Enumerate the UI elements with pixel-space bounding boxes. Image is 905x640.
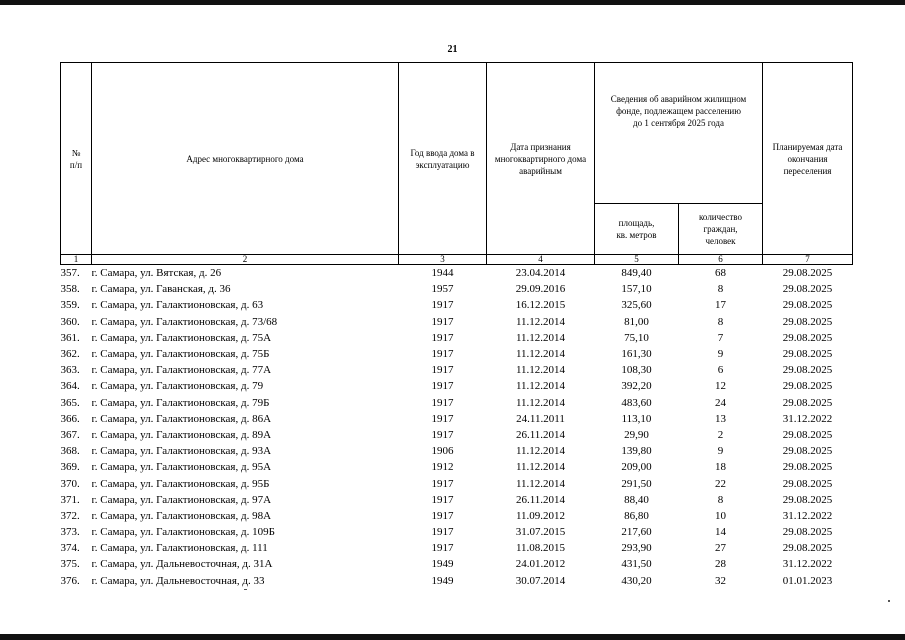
row-year: 1917 xyxy=(431,542,454,555)
table-row xyxy=(61,475,853,491)
row-planned-date: 01.01.2023 xyxy=(782,574,833,587)
row-citizens: 68 xyxy=(715,267,726,280)
header-date-recognized: Дата признания многоквартирного дома аварийным xyxy=(487,63,595,255)
row-year: 1917 xyxy=(431,315,454,328)
table-row xyxy=(61,427,853,443)
row-year: 1949 xyxy=(431,558,454,571)
row-address: г. Самара, ул. Галактионовская, д. 111 xyxy=(91,542,268,555)
row-date-recognized: 26.11.2014 xyxy=(515,428,566,441)
row-planned-date: 29.08.2025 xyxy=(782,428,833,441)
row-planned-date: 29.08.2025 xyxy=(782,299,833,312)
row-planned-date: 29.08.2025 xyxy=(782,364,833,377)
row-date-recognized: 11.12.2014 xyxy=(515,364,566,377)
row-area: 431,50 xyxy=(621,558,652,571)
row-date-recognized: 31.07.2015 xyxy=(515,526,566,539)
row-citizens: 22 xyxy=(715,477,726,490)
row-number: 360. xyxy=(60,315,80,328)
row-number: 357. xyxy=(60,267,80,280)
row-address: г. Самара, ул. Галактионовская, д. 75Б xyxy=(91,348,270,361)
row-number: 358. xyxy=(60,283,80,296)
row-citizens: 8 xyxy=(717,283,724,296)
row-number: 363. xyxy=(60,364,80,377)
row-number: 365. xyxy=(60,396,80,409)
row-date-recognized: 11.12.2014 xyxy=(515,445,566,458)
row-area: 392,20 xyxy=(621,380,652,393)
row-number: 368. xyxy=(60,445,80,458)
row-planned-date: 31.12.2022 xyxy=(782,509,833,522)
row-address: г. Самара, ул. Галактионовская, д. 63 xyxy=(91,299,264,312)
row-number: 370. xyxy=(60,477,80,490)
table-row xyxy=(61,395,853,411)
row-year: 1917 xyxy=(431,331,454,344)
table-row xyxy=(61,492,853,508)
row-citizens: 12 xyxy=(715,380,726,393)
row-citizens: 27 xyxy=(715,542,726,555)
col-number: 2 xyxy=(92,255,399,265)
row-area: 291,50 xyxy=(621,477,652,490)
row-planned-date: 29.08.2025 xyxy=(782,380,833,393)
row-area: 139,80 xyxy=(621,445,652,458)
table-row xyxy=(61,297,853,313)
header-num: № п/п xyxy=(61,63,92,255)
table-row xyxy=(61,573,853,589)
header-emergency-fund: Сведения об аварийном жилищном фонде, подлежащем расселению до 1 сентября 2025 года xyxy=(595,63,763,204)
row-number: 374. xyxy=(60,542,80,555)
row-year: 1944 xyxy=(431,267,454,280)
table-row xyxy=(61,540,853,556)
row-area: 86,80 xyxy=(624,509,649,522)
row-address: г. Самара, ул. Галактионовская, д. 77А xyxy=(91,364,272,377)
col-number: 7 xyxy=(763,255,853,265)
row-address: г. Самара, ул. Галактионовская, д. 86А xyxy=(91,412,272,425)
table-row xyxy=(61,346,853,362)
table-row xyxy=(61,330,853,346)
row-planned-date: 29.08.2025 xyxy=(782,461,833,474)
row-planned-date: 29.08.2025 xyxy=(782,267,833,280)
row-area: 161,30 xyxy=(621,348,652,361)
row-area: 849,40 xyxy=(621,267,652,280)
table-row xyxy=(61,556,853,572)
row-planned-date: 31.12.2022 xyxy=(782,558,833,571)
row-year: 1917 xyxy=(431,380,454,393)
row-address: г. Самара, ул. Галактионовская, д. 98А xyxy=(91,509,272,522)
row-area: 88,40 xyxy=(624,493,649,506)
row-address: г. Самара, ул. Галактионовская, д. 95А xyxy=(91,461,272,474)
col-number: 4 xyxy=(487,255,595,265)
header-address: Адрес многоквартирного дома xyxy=(92,63,399,255)
row-date-recognized: 11.12.2014 xyxy=(515,331,566,344)
row-address: г. Самара, ул. Галактионовская, д. 79Б xyxy=(91,396,270,409)
row-year: 1917 xyxy=(431,428,454,441)
row-planned-date: 31.12.2022 xyxy=(782,412,833,425)
row-number: 369. xyxy=(60,461,80,474)
row-citizens: 8 xyxy=(717,315,724,328)
row-citizens: 9 xyxy=(717,348,724,361)
row-area: 108,30 xyxy=(621,364,652,377)
row-number: 366. xyxy=(60,412,80,425)
row-citizens: 9 xyxy=(717,445,724,458)
scan-speck xyxy=(244,589,247,590)
row-planned-date: 29.08.2025 xyxy=(782,445,833,458)
row-area: 217,60 xyxy=(621,526,652,539)
row-area: 157,10 xyxy=(621,283,652,296)
row-number: 364. xyxy=(60,380,80,393)
row-number: 361. xyxy=(60,331,80,344)
row-date-recognized: 11.12.2014 xyxy=(515,348,566,361)
row-planned-date: 29.08.2025 xyxy=(782,283,833,296)
row-date-recognized: 26.11.2014 xyxy=(515,493,566,506)
row-address: г. Самара, ул. Галактионовская, д. 93А xyxy=(91,445,272,458)
table-row xyxy=(61,362,853,378)
row-area: 430,20 xyxy=(621,574,652,587)
scan-speck xyxy=(888,600,890,602)
row-planned-date: 29.08.2025 xyxy=(782,542,833,555)
row-area: 483,60 xyxy=(621,396,652,409)
row-year: 1917 xyxy=(431,509,454,522)
row-year: 1949 xyxy=(431,574,454,587)
row-planned-date: 29.08.2025 xyxy=(782,526,833,539)
row-date-recognized: 11.12.2014 xyxy=(515,396,566,409)
row-area: 113,10 xyxy=(621,412,652,425)
row-planned-date: 29.08.2025 xyxy=(782,315,833,328)
row-number: 375. xyxy=(60,558,80,571)
row-date-recognized: 11.12.2014 xyxy=(515,315,566,328)
table-row xyxy=(61,314,853,330)
row-date-recognized: 16.12.2015 xyxy=(515,299,566,312)
col-number: 3 xyxy=(399,255,487,265)
row-number: 371. xyxy=(60,493,80,506)
row-citizens: 6 xyxy=(717,364,724,377)
row-area: 293,90 xyxy=(621,542,652,555)
header-planned-date: Планируемая дата окончания переселения xyxy=(763,63,853,255)
row-date-recognized: 11.08.2015 xyxy=(515,542,566,555)
row-date-recognized: 11.12.2014 xyxy=(515,477,566,490)
row-year: 1917 xyxy=(431,477,454,490)
row-number: 372. xyxy=(60,509,80,522)
row-address: г. Самара, ул. Дальневосточная, д. 33 xyxy=(91,574,265,587)
row-area: 325,60 xyxy=(621,299,652,312)
row-planned-date: 29.08.2025 xyxy=(782,477,833,490)
row-address: г. Самара, ул. Гаванская, д. 36 xyxy=(91,283,231,296)
header-year: Год ввода дома в эксплуатацию xyxy=(399,63,487,255)
row-date-recognized: 11.09.2012 xyxy=(515,509,566,522)
row-date-recognized: 29.09.2016 xyxy=(515,283,566,296)
row-address: г. Самара, ул. Галактионовская, д. 95Б xyxy=(91,477,270,490)
row-citizens: 10 xyxy=(715,509,726,522)
col-number: 5 xyxy=(595,255,679,265)
row-year: 1906 xyxy=(431,445,454,458)
row-area: 209,00 xyxy=(621,461,652,474)
row-number: 359. xyxy=(60,299,80,312)
page-number: 21 xyxy=(447,44,458,55)
table-row xyxy=(61,443,853,459)
row-year: 1917 xyxy=(431,412,454,425)
row-year: 1917 xyxy=(431,396,454,409)
row-citizens: 32 xyxy=(715,574,726,587)
scan-border-bottom xyxy=(0,634,905,640)
table-row xyxy=(61,508,853,524)
row-date-recognized: 11.12.2014 xyxy=(515,461,566,474)
row-area: 81,00 xyxy=(624,315,649,328)
row-address: г. Самара, ул. Галактионовская, д. 79 xyxy=(91,380,264,393)
row-address: г. Самара, ул. Галактионовская, д. 89А xyxy=(91,428,272,441)
row-planned-date: 29.08.2025 xyxy=(782,348,833,361)
scan-border-top xyxy=(0,0,905,5)
row-year: 1917 xyxy=(431,493,454,506)
table-body xyxy=(61,265,853,589)
row-date-recognized: 30.07.2014 xyxy=(515,574,566,587)
table-row xyxy=(61,411,853,427)
row-citizens: 17 xyxy=(715,299,726,312)
row-citizens: 14 xyxy=(715,526,726,539)
row-year: 1917 xyxy=(431,526,454,539)
row-planned-date: 29.08.2025 xyxy=(782,493,833,506)
col-number: 1 xyxy=(61,255,92,265)
row-citizens: 18 xyxy=(715,461,726,474)
row-year: 1917 xyxy=(431,348,454,361)
table-row xyxy=(61,378,853,394)
row-planned-date: 29.08.2025 xyxy=(782,396,833,409)
row-number: 376. xyxy=(60,574,80,587)
row-year: 1957 xyxy=(431,283,454,296)
row-date-recognized: 23.04.2014 xyxy=(515,267,566,280)
table-row xyxy=(61,265,853,282)
row-year: 1917 xyxy=(431,299,454,312)
table-row xyxy=(61,524,853,540)
row-number: 367. xyxy=(60,428,80,441)
row-area: 29,90 xyxy=(624,428,649,441)
col-number: 6 xyxy=(679,255,763,265)
row-date-recognized: 24.01.2012 xyxy=(515,558,566,571)
column-numbers-row xyxy=(61,255,853,265)
row-address: г. Самара, ул. Дальневосточная, д. 31А xyxy=(91,558,273,571)
row-citizens: 8 xyxy=(717,493,724,506)
row-address: г. Самара, ул. Галактионовская, д. 75А xyxy=(91,331,272,344)
row-address: г. Самара, ул. Галактионовская, д. 73/68 xyxy=(91,315,278,328)
row-number: 373. xyxy=(60,526,80,539)
row-address: г. Самара, ул. Вятская, д. 26 xyxy=(91,267,222,280)
table-row xyxy=(61,281,853,297)
header-area: площадь, кв. метров xyxy=(595,204,679,255)
housing-registry-table xyxy=(60,62,853,589)
row-number: 362. xyxy=(60,348,80,361)
row-year: 1912 xyxy=(431,461,454,474)
row-citizens: 13 xyxy=(715,412,726,425)
table-row xyxy=(61,459,853,475)
row-year: 1917 xyxy=(431,364,454,377)
row-citizens: 24 xyxy=(715,396,726,409)
row-planned-date: 29.08.2025 xyxy=(782,331,833,344)
row-citizens: 28 xyxy=(715,558,726,571)
row-area: 75,10 xyxy=(624,331,649,344)
row-citizens: 7 xyxy=(717,331,724,344)
row-citizens: 2 xyxy=(717,428,724,441)
row-address: г. Самара, ул. Галактионовская, д. 97А xyxy=(91,493,272,506)
row-address: г. Самара, ул. Галактионовская, д. 109Б xyxy=(91,526,275,539)
row-date-recognized: 24.11.2011 xyxy=(516,412,565,425)
header-citizens: количество граждан, человек xyxy=(679,204,763,255)
row-date-recognized: 11.12.2014 xyxy=(515,380,566,393)
